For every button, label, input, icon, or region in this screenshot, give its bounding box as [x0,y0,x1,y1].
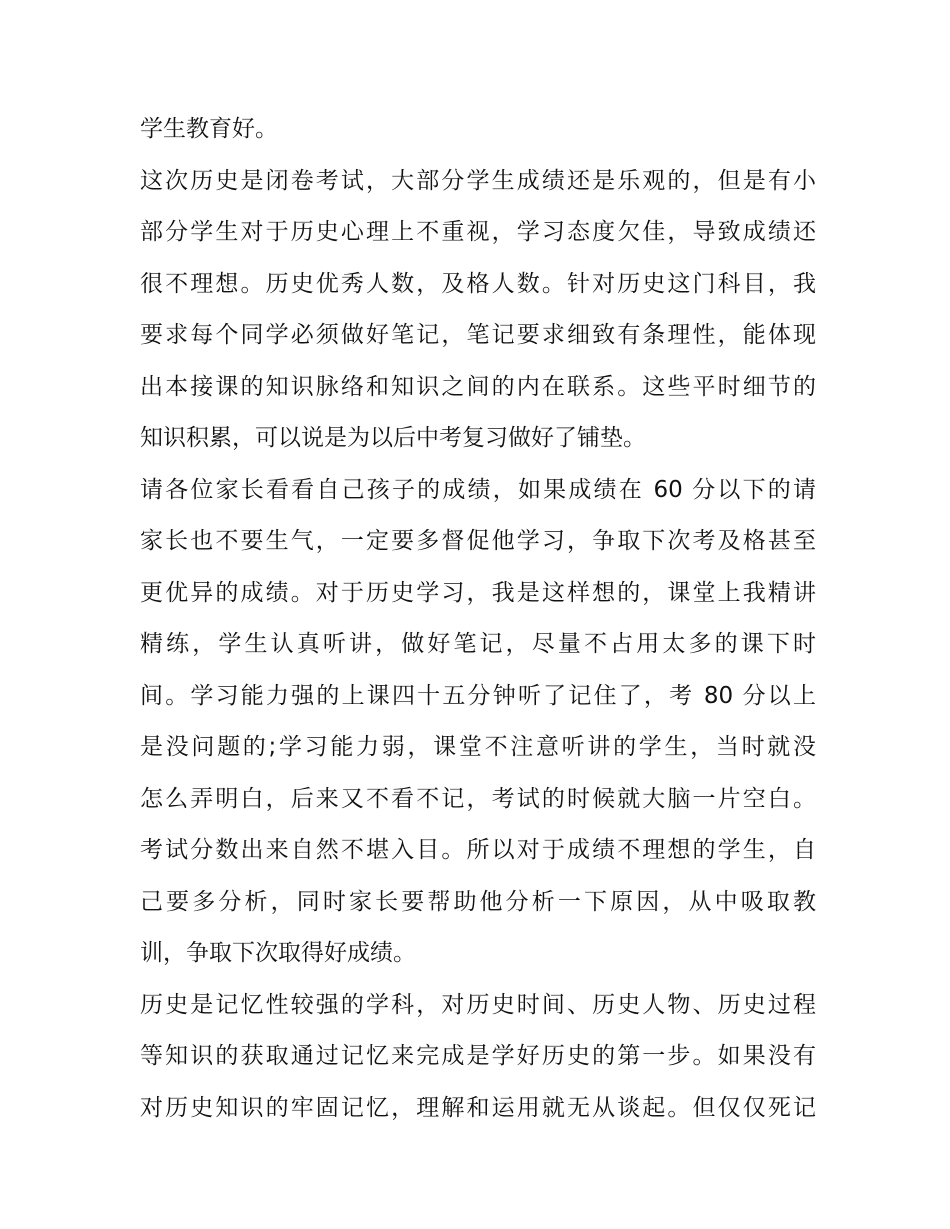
document-body [140,104,816,1134]
text-line: 历史是记忆性较强的学科，对历史时间、历史人物、历史过程 [140,991,816,1018]
text-line: 这次历史是闭卷考试，大部分学生成绩还是乐观的，但是有小 [140,167,816,194]
text-line: 己要多分析，同时家长要帮助他分析一下原因，从中吸取教 [140,888,816,915]
text-line: 精练，学生认真听讲，做好笔记，尽量不占用太多的课下时 [140,631,816,657]
text-line: 家长也不要生气，一定要多督促他学习，争取下次考及格甚至 [140,528,816,554]
paragraph-4 [140,980,816,1135]
text-line: 请各位家长看看自己孩子的成绩，如果成绩在 60 分以下的请 [140,476,816,503]
text-line: 很不理想。历史优秀人数，及格人数。针对历史这门科目，我 [140,270,816,297]
text-line: 学生教育好。 [140,116,278,142]
text-line: 怎么弄明白，后来又不看不记，考试的时候就大脑一片空白。 [140,785,816,812]
text-line: 等知识的获取通过记忆来完成是学好历史的第一步。如果没有 [140,1043,816,1069]
paragraph-2 [140,156,816,465]
text-line: 更优异的成绩。对于历史学习，我是这样想的，课堂上我精讲 [140,579,816,606]
text-line: 是没问题的;学习能力弱，课堂不注意听讲的学生，当时就没 [140,734,816,760]
text-line: 知识积累，可以说是为以后中考复习做好了铺垫。 [140,425,646,451]
text-line: 间。学习能力强的上课四十五分钟听了记住了，考 80 分以上 [140,682,816,709]
text-line: 考试分数出来自然不堪入目。所以对于成绩不理想的学生，自 [140,837,816,863]
text-line: 要求每个同学必须做好笔记，笔记要求细致有条理性，能体现 [140,322,816,348]
text-line: 出本接课的知识脉络和知识之间的内在联系。这些平时细节的 [140,373,816,400]
paragraph-3 [140,465,816,980]
paragraph-1 [140,104,816,156]
text-line: 训，争取下次取得好成绩。 [140,940,416,966]
text-line: 部分学生对于历史心理上不重视，学习态度欠佳，导致成绩还 [140,219,816,245]
text-line: 对历史知识的牢固记忆，理解和运用就无从谈起。但仅仅死记 [140,1094,816,1121]
